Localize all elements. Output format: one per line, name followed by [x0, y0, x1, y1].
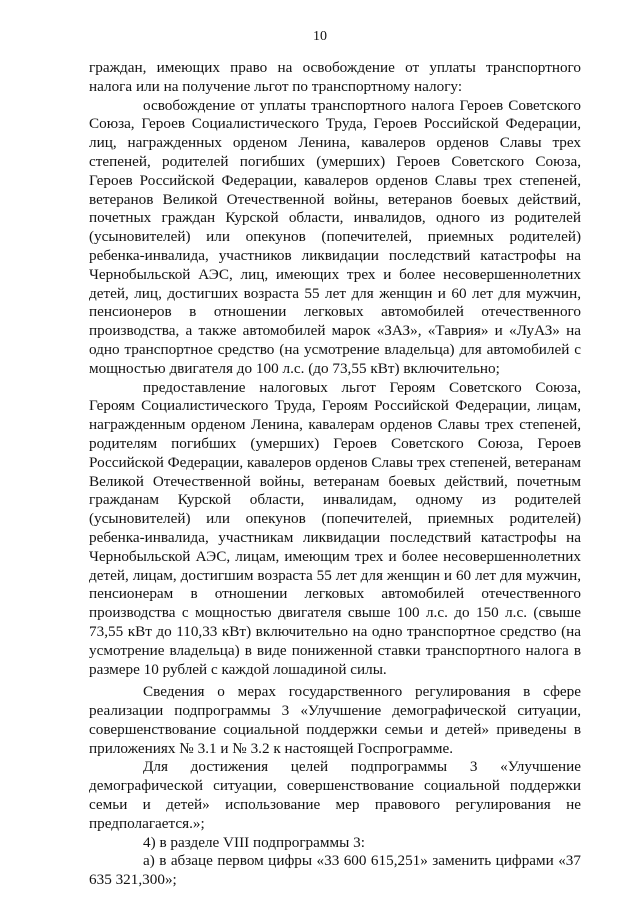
- document-body: [89, 59, 581, 890]
- paragraph-section-viii: 4) в разделе VIII подпрограммы 3:: [143, 833, 365, 851]
- paragraph-intro: граждан, имеющих право на освобождение от уплаты транспортного налога или на получение льгот по транспортному налогу:: [89, 59, 581, 95]
- page-number: 10: [313, 29, 327, 44]
- paragraph-tax-benefits: предоставление налоговых льгот Героям Советского Союза, Героям Социалистического Труда, Героям Российской Федерации, лицам, награжденным орденом Ленина, кавалерам орденов Славы трех степеней, родителям погибших (умерших) Героев Советского Союза, Героев Российской Федерации, кавалеров орденов Славы трех степеней, ветеранам Великой Отечественной войны, ветеранам боевых действий, почетным гражданам Курской области, инвалидам, одному из родителей (усыновителей) или опекунов (попечителей, приемных родителей) ребенка-инвалида, участникам ликвидации последствий катастрофы на Чернобыльской АЭС, лицам, имеющим трех и более несовершеннолетних детей, лицам, достигшим возраста 55 лет для женщин и 60 лет для мужчин, пенсионерам в отношении легковых автомобилей отечественного производства с мощностью двигателя свыше 100 л.с. до 150 л.с. (свыше 73,55 кВт до 110,33 кВт) включительно на одно транспортное средство (на усмотрение владельца) в виде пониженной ставки транспортного налога в размере 10 рублей с каждой лошадиной силы.: [89, 378, 581, 678]
- paragraph-tax-exemption: освобождение от уплаты транспортного налога Героев Советского Союза, Героев Социалистического Труда, Героев Российской Федерации, лиц, награжденных орденом Ленина, кавалеров орденов Славы трех степеней, родителей погибших (умерших) Героев Советского Союза, Героев Российской Федерации, кавалеров орденов Славы трех степеней, ветеранов Великой Отечественной войны, ветеранов боевых действий, почетных граждан Курской области, инвалидов, одного из родителей (усыновителей) или опекунов (попечителей, приемных родителей) ребенка-инвалида, участников ликвидации последствий катастрофы на Чернобыльской АЭС, лиц, имеющих трех и более несовершеннолетних детей, лиц, достигших возраста 55 лет для женщин и 60 лет для мужчин, пенсионеров в отношении легковых автомобилей отечественного производства, а также автомобилей марок «ЗАЗ», «Таврия» и «ЛуАЗ» на одно транспортное средство (на усмотрение владельца) для автомобилей с мощностью двигателя до 100 л.с. (до 73,55 кВт) включительно;: [89, 96, 581, 377]
- paragraph-amendment-a: а) в абзаце первом цифры «33 600 615,251» заменить цифрами «37 635 321,300»;: [89, 852, 581, 889]
- paragraph-legal-regulation: Для достижения целей подпрограммы 3 «Улучшение демографической ситуации, совершенствование социальной поддержки семьи и детей» использование мер правового регулирования не предполагается.»;: [89, 758, 581, 832]
- paragraph-regulation-info: Сведения о мерах государственного регулирования в сфере реализации подпрограммы 3 «Улучшение демографической ситуации, совершенствование социальной поддержки семьи и детей» приведены в приложениях № 3.1 и № 3.2 к настоящей Госпрограмме.: [89, 683, 581, 757]
